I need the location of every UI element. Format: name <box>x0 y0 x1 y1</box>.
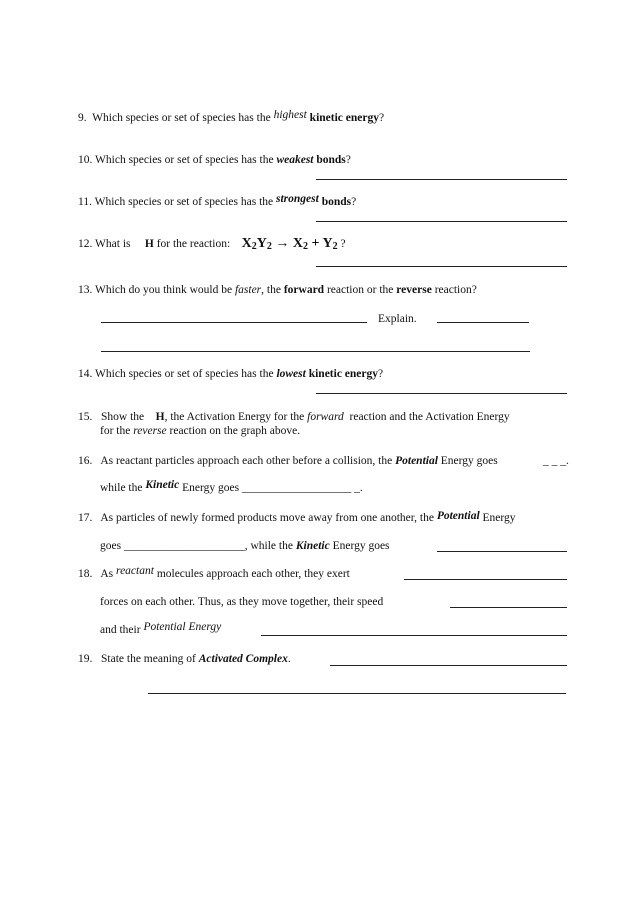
question-number: 13. <box>78 284 93 296</box>
question-number: 10. <box>78 154 93 166</box>
emphasis-word: highest <box>273 109 307 121</box>
question-number: 14. <box>78 368 93 380</box>
question-number: 17. <box>78 512 93 524</box>
question-text: Which species or set of species has the <box>92 112 271 124</box>
answer-line-13b[interactable] <box>437 322 529 323</box>
question-18: 18. As reactant molecules approach each other, they exert <box>78 565 350 580</box>
emphasis-word: strongest <box>276 193 319 205</box>
emphasis-word: lowest <box>276 368 306 380</box>
question-13: 13. Which do you think would be faster, the forward reaction or the reverse reaction? <box>78 284 477 296</box>
question-15-line2: for the reverse reaction on the graph above. <box>100 425 301 437</box>
answer-line-12[interactable] <box>316 266 567 267</box>
question-text: Show the <box>101 411 145 423</box>
emphasis-word: Kinetic <box>145 479 180 491</box>
question-text: Which species or set of species has the <box>95 368 274 380</box>
answer-line-14[interactable] <box>316 393 567 394</box>
answer-line-17b[interactable] <box>437 551 567 552</box>
emphasis-word: reactant <box>116 565 154 577</box>
answer-line-18c[interactable] <box>261 635 567 636</box>
question-number: 12. <box>78 238 93 250</box>
question-11: 11. Which species or set of species has the strongest bonds? <box>78 193 357 208</box>
delta-h-symbol: H <box>155 411 165 423</box>
delta-h-symbol: H <box>144 238 154 250</box>
emphasis-word: faster <box>234 284 262 296</box>
emphasis-word: weakest <box>276 154 314 166</box>
emphasis-word: Potential Energy <box>143 621 222 633</box>
question-text: State the meaning of <box>101 653 196 665</box>
question-15: 15. Show the H, the Activation Energy for the forward reaction and the Activation Energy <box>78 411 510 423</box>
question-16-line2: while the Kinetic Energy goes ___________________ _. <box>100 479 363 494</box>
answer-line-10[interactable] <box>316 179 567 180</box>
answer-line-11[interactable] <box>316 221 567 222</box>
question-text: Which do you think would be <box>95 284 233 296</box>
question-text: for the reaction: <box>156 238 231 250</box>
question-9: 9. Which species or set of species has the highest kinetic energy? <box>78 109 385 124</box>
question-number: 15. <box>78 411 93 423</box>
answer-line-13a[interactable] <box>101 322 367 323</box>
question-16: 16. As reactant particles approach each other before a collision, the Potential Energy goes <box>78 455 498 467</box>
emphasis-word: Activated Complex <box>198 653 288 665</box>
question-17-line2: goes _____________________, while the Kinetic Energy goes <box>100 540 390 552</box>
bold-term: kinetic energy <box>309 112 379 124</box>
reaction-equation: $X_2Y_2 \to X_2 + Y_2$ <box>241 236 338 252</box>
emphasis-word: reverse <box>133 425 167 437</box>
question-number: 18. <box>78 568 93 580</box>
question-18-line2: forces on each other. Thus, as they move together, their speed <box>100 596 384 608</box>
question-text: As particles of newly formed products move away from one another, the <box>100 512 434 524</box>
answer-line-13c[interactable] <box>101 351 530 352</box>
bold-term: forward <box>283 284 325 296</box>
arrow-icon: → <box>275 236 290 251</box>
question-text: Which species or set of species has the <box>95 154 274 166</box>
emphasis-word: Potential <box>395 455 438 467</box>
answer-line-18b[interactable] <box>450 607 567 608</box>
question-text: As reactant particles approach each other before a collision, the <box>100 455 393 467</box>
question-text: As <box>100 568 114 580</box>
question-12: 12. What is H for the reaction: $X_2Y_2 \to X_2 + Y_2$ ? <box>78 236 346 252</box>
blank-17a[interactable]: _____________________ <box>123 540 245 552</box>
answer-line-19b[interactable] <box>148 693 566 694</box>
question-text: What is <box>95 238 131 250</box>
answer-line-19a[interactable] <box>330 665 567 666</box>
question-number: 9. <box>78 112 87 124</box>
bold-term: kinetic energy <box>308 368 379 380</box>
emphasis-word: Kinetic <box>295 540 330 552</box>
question-10: 10. Which species or set of species has the weakest bonds? <box>78 154 351 166</box>
question-18-line3: and their Potential Energy <box>100 621 222 636</box>
question-19: 19. State the meaning of Activated Complex. <box>78 653 291 665</box>
bold-term: reverse <box>396 284 432 296</box>
bold-term: bonds <box>321 196 352 208</box>
emphasis-word: forward <box>307 411 344 423</box>
bold-term: bonds <box>316 154 346 166</box>
answer-line-18a[interactable] <box>404 579 567 580</box>
question-number: 11. <box>78 196 92 208</box>
explain-label: Explain. <box>378 313 417 325</box>
question-17: 17. As particles of newly formed products move away from one another, the Potential Energy <box>78 510 516 524</box>
question-number: 19. <box>78 653 93 665</box>
question-text: Which species or set of species has the <box>94 196 274 208</box>
blank-16a[interactable]: _ _ _. <box>543 455 569 467</box>
emphasis-word: Potential <box>436 510 480 522</box>
question-14: 14. Which species or set of species has the lowest kinetic energy? <box>78 368 384 380</box>
question-number: 16. <box>78 455 93 467</box>
blank-16b[interactable]: ___________________ _. <box>241 482 363 494</box>
